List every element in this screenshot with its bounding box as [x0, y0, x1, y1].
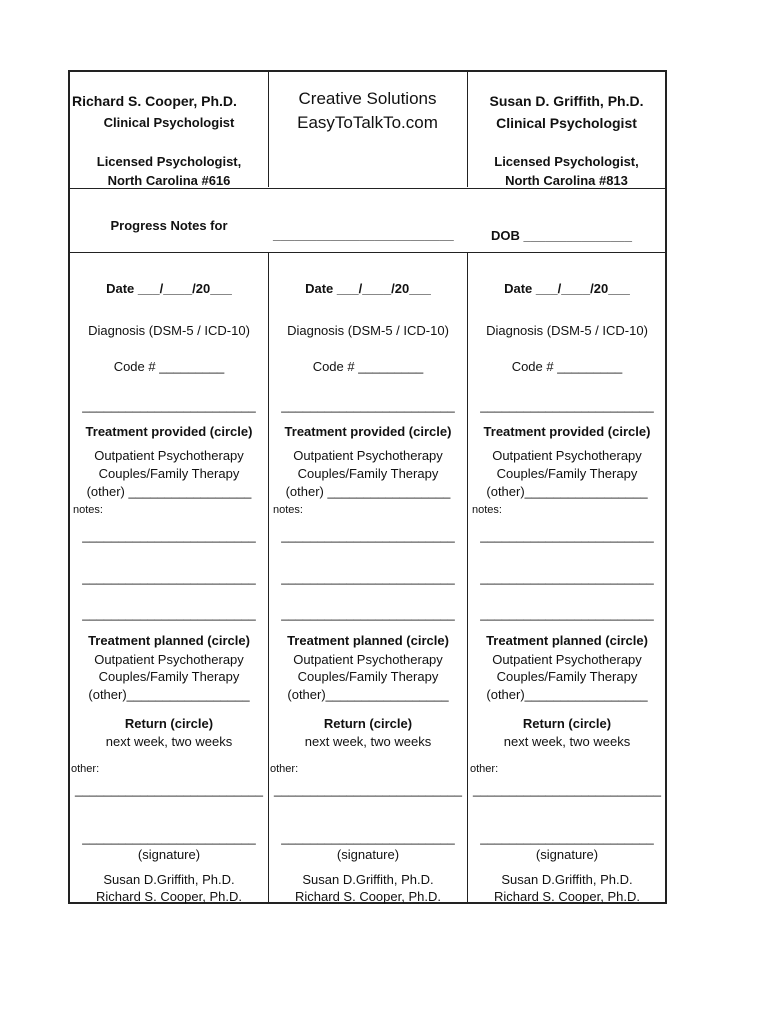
- notes-label: notes:: [472, 504, 502, 516]
- diagnosis-blank-line[interactable]: ________________________: [82, 398, 256, 413]
- session-column-2: [269, 72, 467, 902]
- diagnosis-label: Diagnosis (DSM-5 / ICD-10): [486, 323, 648, 338]
- signature-line[interactable]: ________________________: [82, 830, 256, 845]
- treatment-provided-heading: Treatment provided (circle): [284, 424, 452, 439]
- return-options[interactable]: next week, two weeks: [503, 734, 631, 749]
- treatment-planned-option-family[interactable]: Couples/Family Therapy: [98, 669, 240, 684]
- treatment-provided-option-family[interactable]: Couples/Family Therapy: [98, 466, 240, 481]
- treatment-planned-heading: Treatment planned (circle): [486, 633, 648, 648]
- diagnosis-blank-line[interactable]: ________________________: [480, 398, 654, 413]
- return-heading: Return (circle): [323, 716, 413, 731]
- session-column-1: [70, 72, 268, 902]
- notes-line-3[interactable]: ________________________: [480, 606, 654, 621]
- treatment-planned-other-field[interactable]: (other)_________________: [88, 687, 250, 702]
- treatment-provided-option-psychotherapy[interactable]: Outpatient Psychotherapy: [492, 448, 642, 463]
- notes-label: notes:: [73, 504, 103, 516]
- notes-line-1[interactable]: ________________________: [82, 528, 256, 543]
- treatment-planned-heading: Treatment planned (circle): [88, 633, 250, 648]
- session-date-field[interactable]: Date ___/____/20___: [106, 281, 232, 296]
- notes-line-1[interactable]: ________________________: [281, 528, 455, 543]
- return-heading: Return (circle): [522, 716, 612, 731]
- provider-left-title: Clinical Psychologist: [103, 115, 235, 130]
- notes-line-1[interactable]: ________________________: [480, 528, 654, 543]
- diagnosis-label: Diagnosis (DSM-5 / ICD-10): [287, 323, 449, 338]
- signer-cooper: Richard S. Cooper, Ph.D.: [295, 889, 441, 904]
- provider-right-name: Susan D. Griffith, Ph.D.: [489, 93, 644, 109]
- treatment-provided-heading: Treatment provided (circle): [483, 424, 651, 439]
- provider-left-license-line2: North Carolina #616: [107, 173, 231, 188]
- treatment-planned-other-field[interactable]: (other)_________________: [287, 687, 449, 702]
- return-options[interactable]: next week, two weeks: [105, 734, 233, 749]
- treatment-planned-heading: Treatment planned (circle): [287, 633, 449, 648]
- treatment-provided-other-field[interactable]: (other) _________________: [86, 484, 252, 499]
- diagnosis-code-field[interactable]: Code # _________: [511, 359, 623, 374]
- treatment-planned-option-psychotherapy[interactable]: Outpatient Psychotherapy: [293, 652, 443, 667]
- diagnosis-code-field[interactable]: Code # _________: [113, 359, 225, 374]
- treatment-provided-option-family[interactable]: Couples/Family Therapy: [297, 466, 439, 481]
- practice-name: Creative Solutions: [298, 89, 437, 108]
- signature-label: (signature): [336, 847, 400, 862]
- signer-griffith: Susan D.Griffith, Ph.D.: [302, 872, 434, 887]
- session-column-3: [468, 72, 666, 902]
- treatment-provided-option-psychotherapy[interactable]: Outpatient Psychotherapy: [293, 448, 443, 463]
- progress-notes-form: [68, 70, 667, 904]
- diagnosis-label: Diagnosis (DSM-5 / ICD-10): [88, 323, 250, 338]
- provider-left-name: Richard S. Cooper, Ph.D.: [72, 93, 237, 109]
- return-options[interactable]: next week, two weeks: [304, 734, 432, 749]
- signature-label: (signature): [535, 847, 599, 862]
- provider-left-license-line1: Licensed Psychologist,: [96, 154, 242, 169]
- patient-name-field[interactable]: _________________________: [273, 227, 454, 242]
- treatment-provided-option-psychotherapy[interactable]: Outpatient Psychotherapy: [94, 448, 244, 463]
- other-label: other:: [470, 763, 499, 775]
- treatment-provided-heading: Treatment provided (circle): [85, 424, 253, 439]
- other-label: other:: [270, 763, 299, 775]
- signer-cooper: Richard S. Cooper, Ph.D.: [96, 889, 242, 904]
- provider-right-license-line1: Licensed Psychologist,: [494, 154, 639, 169]
- treatment-planned-other-field[interactable]: (other)_________________: [486, 687, 648, 702]
- other-line[interactable]: __________________________: [473, 782, 661, 797]
- signature-label: (signature): [137, 847, 201, 862]
- signature-line[interactable]: ________________________: [281, 830, 455, 845]
- diagnosis-blank-line[interactable]: ________________________: [281, 398, 455, 413]
- other-line[interactable]: __________________________: [274, 782, 462, 797]
- other-label: other:: [71, 763, 100, 775]
- treatment-provided-other-field[interactable]: (other) _________________: [285, 484, 451, 499]
- treatment-planned-option-family[interactable]: Couples/Family Therapy: [297, 669, 439, 684]
- notes-label: notes:: [273, 504, 303, 516]
- treatment-provided-option-family[interactable]: Couples/Family Therapy: [496, 466, 638, 481]
- session-date-field[interactable]: Date ___/____/20___: [305, 281, 431, 296]
- dob-field[interactable]: DOB _______________: [491, 228, 632, 243]
- notes-line-3[interactable]: ________________________: [82, 606, 256, 621]
- treatment-provided-other-field[interactable]: (other)_________________: [486, 484, 648, 499]
- signer-cooper: Richard S. Cooper, Ph.D.: [494, 889, 640, 904]
- other-line[interactable]: __________________________: [75, 782, 263, 797]
- signer-griffith: Susan D.Griffith, Ph.D.: [501, 872, 633, 887]
- provider-right-license-line2: North Carolina #813: [505, 173, 628, 188]
- diagnosis-code-field[interactable]: Code # _________: [312, 359, 424, 374]
- return-heading: Return (circle): [124, 716, 214, 731]
- treatment-planned-option-family[interactable]: Couples/Family Therapy: [496, 669, 638, 684]
- session-date-field[interactable]: Date ___/____/20___: [504, 281, 630, 296]
- treatment-planned-option-psychotherapy[interactable]: Outpatient Psychotherapy: [492, 652, 642, 667]
- notes-line-2[interactable]: ________________________: [281, 570, 455, 585]
- signer-griffith: Susan D.Griffith, Ph.D.: [103, 872, 235, 887]
- notes-line-2[interactable]: ________________________: [82, 570, 256, 585]
- notes-line-2[interactable]: ________________________: [480, 570, 654, 585]
- progress-notes-label: Progress Notes for: [110, 218, 228, 233]
- practice-website: EasyToTalkTo.com: [297, 113, 438, 132]
- treatment-planned-option-psychotherapy[interactable]: Outpatient Psychotherapy: [94, 652, 244, 667]
- notes-line-3[interactable]: ________________________: [281, 606, 455, 621]
- signature-line[interactable]: ________________________: [480, 830, 654, 845]
- provider-right-title: Clinical Psychologist: [496, 115, 637, 131]
